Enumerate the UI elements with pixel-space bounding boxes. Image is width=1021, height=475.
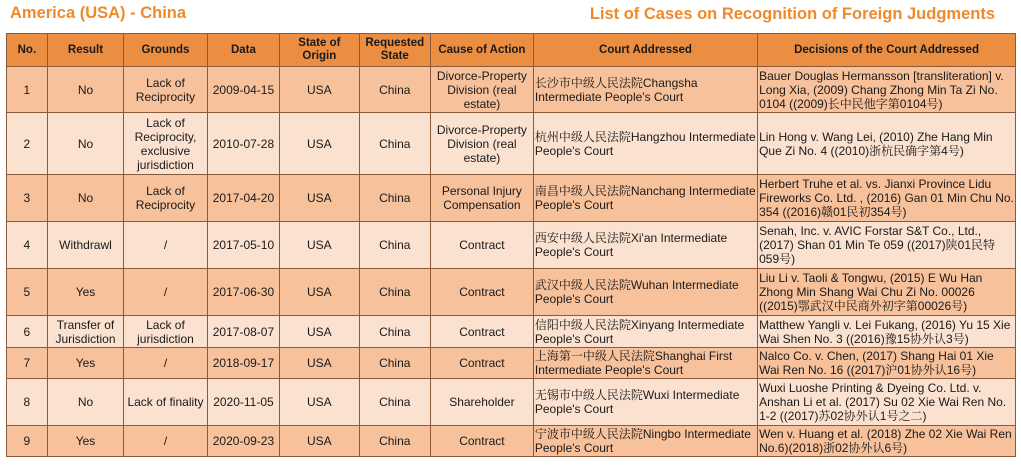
col-header-data: Data	[207, 34, 279, 67]
cell-result: Yes	[47, 426, 123, 457]
cell-origin: USA	[280, 269, 359, 316]
col-header-court-addressed: Court Addressed	[533, 34, 757, 67]
col-header-result: Result	[47, 34, 123, 67]
table-row	[7, 269, 1016, 316]
cell-result: Yes	[47, 269, 123, 316]
cell-no: 4	[7, 222, 48, 269]
cell-cause: Personal Injury Compensation	[430, 175, 533, 222]
cell-requested: China	[359, 316, 430, 348]
col-header-decisions: Decisions of the Court Addressed	[758, 34, 1016, 67]
cell-data: 2017-08-07	[207, 316, 279, 348]
cell-data: 2020-11-05	[207, 379, 279, 426]
cell-no: 2	[7, 113, 48, 175]
cell-data: 2009-04-15	[207, 67, 279, 113]
cell-court: 杭州中级人民法院Hangzhou Intermediate People's Court	[533, 113, 757, 175]
cell-decision: Matthew Yangli v. Lei Fukang, (2016) Yu 15 Xie Wai Shen No. 3 ((2016)豫15协外认3号)	[758, 316, 1016, 348]
cell-requested: China	[359, 348, 430, 379]
cell-grounds: /	[124, 222, 208, 269]
cell-cause: Contract	[430, 269, 533, 316]
cell-data: 2017-04-20	[207, 175, 279, 222]
cell-origin: USA	[280, 348, 359, 379]
cell-court: 宁波市中级人民法院Ningbo Intermediate People's Court	[533, 426, 757, 457]
cell-decision: Senah, Inc. v. AVIC Forstar S&T Co., Ltd., (2017) Shan 01 Min Te 059 ((2017)陕01民特059号)	[758, 222, 1016, 269]
cell-no: 7	[7, 348, 48, 379]
cell-grounds: Lack of jurisdiction	[124, 316, 208, 348]
cell-data: 2017-06-30	[207, 269, 279, 316]
cell-cause: Contract	[430, 222, 533, 269]
cell-origin: USA	[280, 67, 359, 113]
table-body	[7, 67, 1016, 457]
col-header-cause-of-action: Cause of Action	[430, 34, 533, 67]
cell-decision: Liu Li v. Taoli & Tongwu, (2015) E Wu Han Zhong Min Shang Wai Chu Zi No. 00026 ((2015)鄂武汉中民商外初字第00026号)	[758, 269, 1016, 316]
cell-grounds: /	[124, 348, 208, 379]
cell-no: 3	[7, 175, 48, 222]
cell-no: 5	[7, 269, 48, 316]
cell-requested: China	[359, 175, 430, 222]
cell-grounds: Lack of Reciprocity	[124, 175, 208, 222]
cell-court: 武汉中级人民法院Wuhan Intermediate People's Court	[533, 269, 757, 316]
cell-cause: Divorce-Property Division (real estate)	[430, 67, 533, 113]
cell-grounds: Lack of Reciprocity	[124, 67, 208, 113]
page-title: America (USA) - China	[10, 4, 187, 22]
cell-decision: Wen v. Huang et al. (2018) Zhe 02 Xie Wai Ren No.6)(2018)浙02协外认6号)	[758, 426, 1016, 457]
cell-decision: Herbert Truhe et al. vs. Jianxi Province Lidu Fireworks Co. Ltd. , (2016) Gan 01 Min Chu No. 354 ((2016)赣01民初354号)	[758, 175, 1016, 222]
cell-cause: Contract	[430, 348, 533, 379]
cell-court: 南昌中级人民法院Nanchang Intermediate People's Court	[533, 175, 757, 222]
cell-court: 西安中级人民法院Xi'an Intermediate People's Court	[533, 222, 757, 269]
cell-origin: USA	[280, 316, 359, 348]
col-header-no: No.	[7, 34, 48, 67]
cell-requested: China	[359, 222, 430, 269]
cell-court: 长沙市中级人民法院Changsha Intermediate People's Court	[533, 67, 757, 113]
cell-grounds: Lack of Reciprocity, exclusive jurisdiction	[124, 113, 208, 175]
cell-court: 上海第一中级人民法院Shanghai First Intermediate People's Court	[533, 348, 757, 379]
cell-result: No	[47, 379, 123, 426]
cell-cause: Contract	[430, 316, 533, 348]
table-row	[7, 175, 1016, 222]
cell-grounds: /	[124, 269, 208, 316]
cell-no: 8	[7, 379, 48, 426]
cell-origin: USA	[280, 175, 359, 222]
cell-requested: China	[359, 379, 430, 426]
cell-court: 无锡市中级人民法院Wuxi Intermediate People's Court	[533, 379, 757, 426]
cell-no: 1	[7, 67, 48, 113]
cell-data: 2018-09-17	[207, 348, 279, 379]
cell-court: 信阳中级人民法院Xinyang Intermediate People's Court	[533, 316, 757, 348]
cell-requested: China	[359, 426, 430, 457]
cell-grounds: /	[124, 426, 208, 457]
cell-decision: Wuxi Luoshe Printing & Dyeing Co. Ltd. v. Anshan Li et al. (2017) Su 02 Xie Wai Ren No. 1-2 ((2017)苏02协外认1号之二)	[758, 379, 1016, 426]
cases-table	[6, 33, 1016, 457]
page-subtitle: List of Cases on Recognition of Foreign Judgments	[589, 5, 995, 23]
cell-result: Yes	[47, 348, 123, 379]
cell-requested: China	[359, 269, 430, 316]
col-header-grounds: Grounds	[124, 34, 208, 67]
cell-decision: Bauer Douglas Hermansson [transliteration] v. Long Xia, (2009) Chang Zhong Min Ta Zi No. 0104 ((2009)长中民他字第0104号)	[758, 67, 1016, 113]
table-row	[7, 379, 1016, 426]
cell-origin: USA	[280, 222, 359, 269]
table-row	[7, 222, 1016, 269]
cell-decision: Lin Hong v. Wang Lei, (2010) Zhe Hang Min Que Zi No. 4 ((2010)浙杭民确字第4号)	[758, 113, 1016, 175]
cell-cause: Shareholder	[430, 379, 533, 426]
cell-result: Transfer of Jurisdiction	[47, 316, 123, 348]
cell-grounds: Lack of finality	[124, 379, 208, 426]
cell-result: Withdrawl	[47, 222, 123, 269]
cell-no: 9	[7, 426, 48, 457]
table-row	[7, 113, 1016, 175]
cell-requested: China	[359, 67, 430, 113]
cell-data: 2010-07-28	[207, 113, 279, 175]
cell-origin: USA	[280, 113, 359, 175]
cell-data: 2020-09-23	[207, 426, 279, 457]
table-row	[7, 316, 1016, 348]
cell-no: 6	[7, 316, 48, 348]
cell-origin: USA	[280, 426, 359, 457]
cell-origin: USA	[280, 379, 359, 426]
cell-result: No	[47, 175, 123, 222]
table-row	[7, 426, 1016, 457]
table-header-row	[7, 34, 1016, 67]
table-row	[7, 67, 1016, 113]
cell-cause: Contract	[430, 426, 533, 457]
cell-result: No	[47, 113, 123, 175]
cell-decision: Nalco Co. v. Chen, (2017) Shang Hai 01 Xie Wai Ren No. 16 ((2017)沪01协外认16号)	[758, 348, 1016, 379]
col-header-state-of-origin: State of Origin	[280, 34, 359, 67]
cell-requested: China	[359, 113, 430, 175]
cell-cause: Divorce-Property Division (real estate)	[430, 113, 533, 175]
table-row	[7, 348, 1016, 379]
cell-data: 2017-05-10	[207, 222, 279, 269]
cell-result: No	[47, 67, 123, 113]
col-header-requested-state: Requested State	[359, 34, 430, 67]
